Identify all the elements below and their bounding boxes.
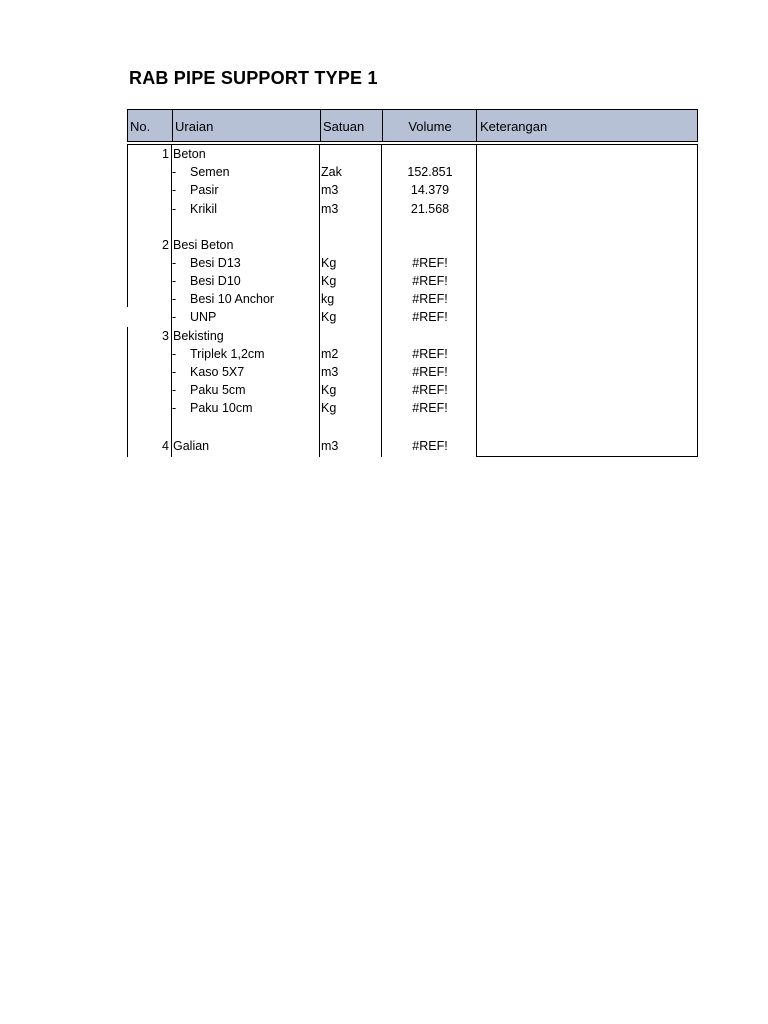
item-dash: - (172, 347, 177, 361)
item-label: Besi D10 (190, 274, 241, 288)
row-number: 3 (162, 329, 169, 343)
item-volume: #REF! (412, 310, 448, 324)
column-divider-satuan (381, 144, 382, 457)
item-label: Kaso 5X7 (190, 365, 245, 379)
item-label: Triplek 1,2cm (190, 347, 265, 361)
header-uraian: Uraian (175, 119, 214, 134)
item-dash: - (172, 383, 177, 397)
item-volume: #REF! (412, 365, 448, 379)
row-number: 4 (162, 439, 169, 453)
item-label: Semen (190, 165, 230, 179)
item-volume: #REF! (412, 401, 448, 415)
item-dash: - (172, 365, 177, 379)
item-volume: 152.851 (407, 165, 453, 179)
item-dash: - (172, 256, 177, 270)
body-top-border (127, 144, 698, 145)
item-label: UNP (190, 310, 217, 324)
header-no: No. (130, 119, 151, 134)
header-satuan: Satuan (323, 119, 365, 134)
item-dash: - (172, 183, 177, 197)
page-title: RAB PIPE SUPPORT TYPE 1 (129, 68, 378, 88)
item-label: Paku 10cm (190, 401, 253, 415)
item-dash: - (172, 292, 177, 306)
item-dash: - (172, 274, 177, 288)
row-number: 2 (162, 238, 169, 252)
column-divider-volume (476, 144, 477, 457)
item-unit: m3 (321, 365, 339, 379)
item-volume: #REF! (412, 347, 448, 361)
section-label: Beton (173, 147, 206, 161)
item-unit: Kg (321, 401, 337, 415)
item-label: Pasir (190, 183, 219, 197)
item-unit: Kg (321, 383, 337, 397)
item-unit: m2 (321, 347, 339, 361)
section-label: Galian (173, 439, 210, 453)
item-volume: #REF! (412, 383, 448, 397)
header-keterangan: Keterangan (480, 119, 548, 134)
column-divider-uraian (319, 144, 320, 457)
item-unit: m3 (321, 202, 339, 216)
item-label: Paku 5cm (190, 383, 246, 397)
item-unit: m3 (321, 439, 339, 453)
row-number: 1 (162, 147, 169, 161)
rab-table (127, 109, 700, 457)
item-dash: - (172, 202, 177, 216)
section-label: Besi Beton (173, 238, 234, 252)
header-divider (172, 110, 173, 141)
header-divider (476, 110, 477, 141)
item-unit: Kg (321, 310, 337, 324)
item-unit: m3 (321, 183, 339, 197)
section-label: Bekisting (173, 329, 224, 343)
item-dash: - (172, 310, 177, 324)
item-volume: #REF! (412, 274, 448, 288)
item-volume: #REF! (412, 292, 448, 306)
left-border-upper (127, 144, 128, 307)
item-unit: Kg (321, 256, 337, 270)
item-volume: 14.379 (410, 183, 450, 197)
header-divider (382, 110, 383, 141)
item-volume: #REF! (412, 439, 448, 453)
item-unit: kg (321, 292, 335, 306)
item-dash: - (172, 165, 177, 179)
header-volume: Volume (408, 119, 452, 134)
right-border (697, 144, 698, 457)
item-label: Krikil (190, 202, 218, 216)
item-volume: 21.568 (410, 202, 450, 216)
keterangan-bottom-border (476, 456, 698, 457)
header-divider (320, 110, 321, 141)
item-unit: Zak (321, 165, 342, 179)
item-volume: #REF! (412, 256, 448, 270)
item-label: Besi 10 Anchor (190, 292, 275, 306)
table-header (127, 109, 698, 142)
item-label: Besi D13 (190, 256, 241, 270)
item-dash: - (172, 401, 177, 415)
item-unit: Kg (321, 274, 337, 288)
